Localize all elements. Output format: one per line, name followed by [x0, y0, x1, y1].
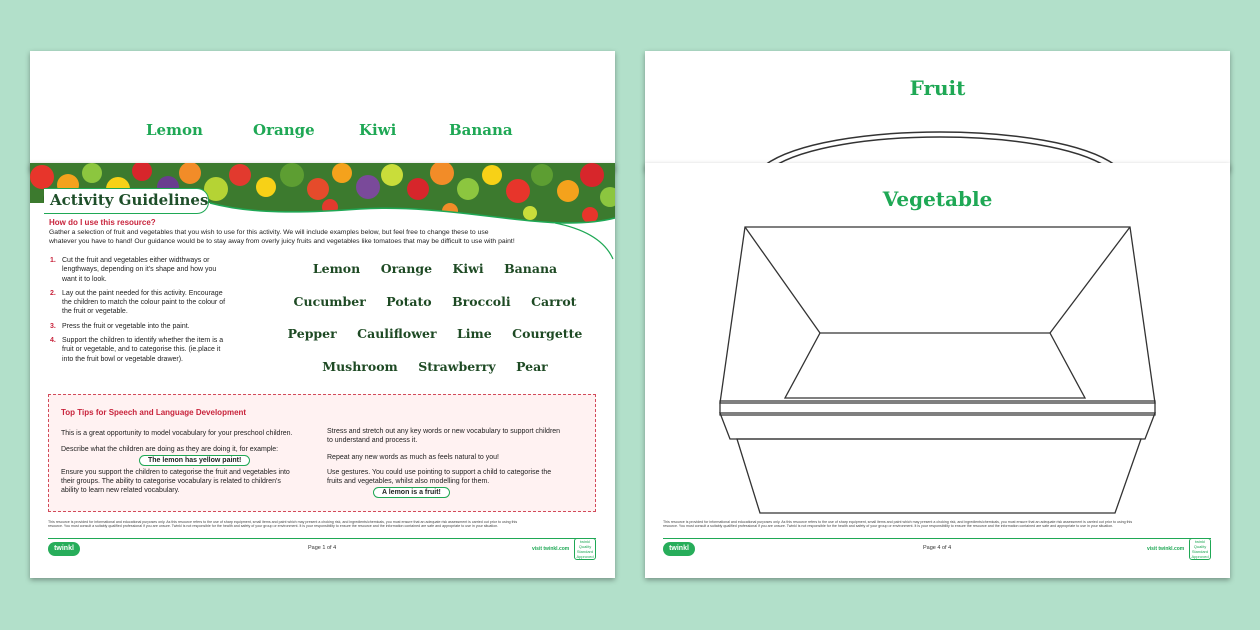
top-word: Kiwi: [359, 121, 397, 139]
word-item: Lime: [456, 326, 492, 341]
step-line: fruit or vegetable, and to categorise this. (ie.place it: [62, 346, 221, 354]
word-item: Carrot: [531, 294, 577, 309]
tips-line: Stress and stretch out any key words or new vocabulary to support children: [327, 428, 561, 435]
visit-link[interactable]: visit twinkl.com: [532, 546, 570, 552]
intro-text: [49, 228, 609, 246]
quality-badge: twinkl Quality Standard Approved: [1189, 538, 1211, 560]
word-item: Courgette: [512, 326, 583, 341]
word-grid: [270, 260, 600, 380]
word-item: Potato: [386, 294, 432, 309]
tips-text: Repeat any new words as much as feels natural to you!: [327, 454, 499, 461]
tips-text: Describe what the children are doing as they are doing it, for example:: [61, 446, 279, 453]
page-footer: [48, 530, 596, 564]
quality-badge: twinkl Quality Standard Approved: [574, 538, 596, 560]
disclaimer-line: This resource is provided for informational and educational purposes only. As this resource refers to the use of sharp equipment, small items and paint which may present a choking risk, and ingredients/chemicals, you must ensure that an adequate risk assessment is carried out prior to using this: [48, 520, 518, 524]
step-number: 1.: [50, 257, 56, 264]
step-item: [50, 289, 250, 317]
fruit-title: Fruit: [909, 76, 966, 100]
tips-line: fruits and vegetables, whilst also modelling for them.: [327, 478, 490, 485]
word-item: Kiwi: [452, 261, 484, 276]
word-item: Cauliflower: [357, 326, 437, 341]
disclaimer-line: This resource is provided for informational and educational purposes only. As this resource refers to the use of sharp equipment, small items and paint which may present a choking risk, and ingredients/chemicals, you must ensure that an adequate risk assessment is carried out prior to using this: [663, 520, 1133, 524]
step-line: the children to match the colour paint to the colour of: [62, 299, 226, 307]
word-item: Banana: [504, 261, 558, 276]
step-line: into the fruit bowl or vegetable drawer).: [62, 355, 184, 363]
step-line: Press the fruit or vegetable into the paint.: [62, 322, 190, 330]
disclaimer: [48, 520, 596, 529]
top-word: Orange: [253, 121, 315, 139]
speech-bubble: The lemon has yellow paint!: [139, 455, 250, 466]
word-row: [270, 293, 600, 311]
tips-text: [327, 468, 551, 486]
page-title: Activity Guidelines: [50, 191, 209, 209]
fruit-back-sheet: [645, 51, 1230, 171]
step-line: Cut the fruit and vegetables either widthways or: [62, 257, 210, 264]
word-item: Mushroom: [322, 359, 398, 374]
word-item: Strawberry: [418, 359, 496, 374]
vegetable-page: [645, 163, 1230, 578]
step-item: [50, 256, 250, 284]
word-item: Orange: [380, 261, 433, 276]
disclaimer-line: resource. You must consult a suitably qualified professional if you are unsure. Twinkl is not responsible for the health and safety of your group or environment. It is your responsibility to ensure the resource and the information contained are safe and appropriate to use in your situation.: [663, 524, 1114, 529]
twinkl-logo: twinkl: [48, 542, 80, 556]
page-number: Page 1 of 4: [308, 545, 337, 551]
vegetable-title: Vegetable: [882, 187, 993, 211]
step-number: 4.: [50, 337, 56, 345]
section-question: How do I use this resource?: [49, 218, 156, 227]
word-row: [270, 325, 600, 343]
intro-line: Gather a selection of fruit and vegetables that you wish to use for this activity. We will include examples below, but feel free to change these to use: [49, 229, 489, 236]
top-word-row: [30, 121, 615, 141]
tips-text: [327, 427, 560, 445]
word-row: [270, 260, 600, 278]
intro-line: whatever you have to hand! Our guidance would be to stay away from overly juicy fruits and vegetables like tomatoes that may be difficult to use with paint!: [49, 238, 515, 245]
step-line: lengthways, depending on it's shape and how you: [62, 266, 217, 274]
step-line: want it to look.: [62, 275, 107, 283]
footer-divider: [48, 538, 596, 539]
top-tips-box: [48, 394, 596, 512]
disclaimer-line: resource. You must consult a suitably qualified professional if you are unsure. Twinkl is not responsible for the health and safety of your group or environment. It is your responsibility to ensure the resource and the information contained are safe and appropriate to use in your situation.: [48, 524, 499, 529]
word-row: [270, 358, 600, 376]
decorative-swoosh: [555, 221, 615, 261]
word-item: Lemon: [312, 261, 361, 276]
tips-title: Top Tips for Speech and Language Development: [61, 408, 247, 417]
step-item: [50, 322, 250, 331]
steps-list: [50, 256, 250, 369]
top-word: Lemon: [146, 121, 203, 139]
visit-link[interactable]: visit twinkl.com: [1147, 546, 1185, 552]
step-number: 3.: [50, 322, 56, 330]
step-line: the fruit or vegetable.: [62, 308, 128, 316]
tips-line: Ensure you support the children to categorise the fruit and vegetables into: [61, 469, 290, 476]
left-back-sheet: [30, 51, 615, 171]
tips-text: This is a great opportunity to model vocabulary for your preschool children.: [61, 430, 293, 437]
vegetable-drawer-outline: [645, 223, 1230, 553]
footer-divider: [663, 538, 1211, 539]
tips-text: [61, 468, 290, 495]
fruit-bowl-outline: [645, 51, 1230, 171]
page-number: Page 4 of 4: [923, 545, 952, 551]
step-item: [50, 336, 250, 364]
top-word: Banana: [449, 121, 513, 139]
tips-line: to understand and process it.: [327, 437, 418, 444]
page-footer: [663, 530, 1211, 564]
word-item: Broccoli: [452, 294, 511, 309]
step-number: 2.: [50, 289, 56, 297]
speech-bubble: A lemon is a fruit!: [373, 487, 450, 498]
word-item: Cucumber: [293, 294, 366, 309]
tips-line: Use gestures. You could use pointing to support a child to categorise the: [327, 469, 552, 476]
disclaimer: [663, 520, 1211, 529]
tips-line: ability to learn new related vocabulary.: [61, 487, 180, 494]
step-line: Lay out the paint needed for this activity. Encourage: [62, 289, 223, 297]
word-item: Pear: [516, 359, 548, 374]
step-line: Support the children to identify whether the item is a: [62, 337, 224, 345]
word-item: Pepper: [287, 326, 337, 341]
twinkl-logo: twinkl: [663, 542, 695, 556]
tips-line: their groups. The ability to categorise vocabulary is related to children's: [61, 478, 281, 485]
